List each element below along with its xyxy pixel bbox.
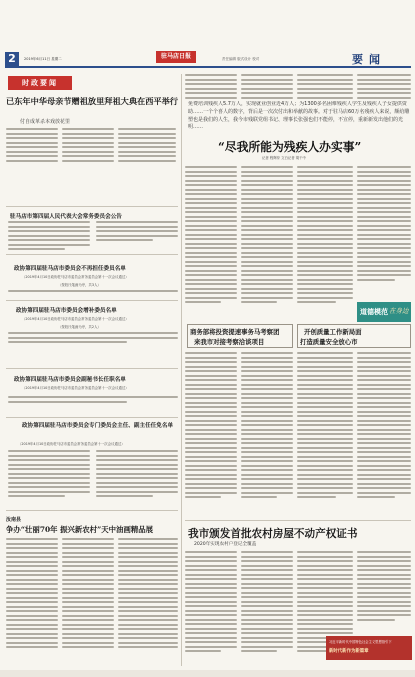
date-line: 2019年6月11日 星期二 bbox=[24, 57, 62, 61]
left-top-body-col3 bbox=[118, 128, 176, 164]
notice-sub: （2019年4月10日政协驻马店市委员会常务委员会第十一次会议通过） bbox=[22, 275, 129, 279]
divider bbox=[6, 417, 178, 418]
notice-body bbox=[8, 396, 178, 406]
notice-body bbox=[8, 332, 178, 354]
divider bbox=[185, 520, 411, 521]
notice-sub: （2019年4月10日政协驻马店市委员会常务委员会第十一次会议通过） bbox=[22, 386, 129, 390]
feature-intro-col2 bbox=[241, 74, 293, 100]
bottom-ad-line1: 习近平新时代中国特色社会主义思想指引下 bbox=[329, 640, 392, 644]
masthead-rule bbox=[5, 66, 411, 68]
page-bottom-edge bbox=[0, 670, 415, 677]
left-top-headline: 已东年中华母亲节赠祖放里拜祖大典在西平举行 bbox=[6, 96, 178, 106]
notice-title: 政协第四届驻马店市委员会不再担任委员名单 bbox=[14, 266, 126, 272]
feature-intro-col3 bbox=[297, 74, 353, 100]
feature-headline: “尽我所能为残疾人办实事” bbox=[218, 140, 362, 154]
notice-body bbox=[96, 221, 178, 251]
feature-body-col4 bbox=[357, 166, 411, 300]
quality-box-body-col1 bbox=[297, 352, 353, 516]
notice-sub2: （按姓氏笔画为序，共3人） bbox=[58, 283, 101, 287]
notice-sub2: （按姓氏笔画为序，共2人） bbox=[58, 325, 101, 329]
left-top-body-col2 bbox=[62, 128, 114, 164]
feature-lead: 免费培训残疾人5.7万人，实现就业创业近4万人；为1300多名困难残疾人学生及残疾人子女提供资助……一个个喜人的数字，背后是一次次付出和举献的故事。对于驻马店60万名残疾人来说，颇给雕塑也是我们的人生，我今市残联党组书记、理事长张强也们不能停，不宣停，重新新发出他们的光明…… bbox=[188, 101, 410, 131]
news-box-headline-2: 来我市对接考察洽谈项目 bbox=[194, 338, 265, 346]
quality-box-body-col2 bbox=[357, 352, 411, 516]
feature-body-col2 bbox=[241, 166, 293, 322]
column-banner: 时政要闻 bbox=[8, 76, 72, 90]
feature-body-col3 bbox=[297, 166, 353, 322]
notice-title: 政协第四届驻马店市委员会副秘书长任职名单 bbox=[14, 377, 126, 383]
bottom-main-body-col4 bbox=[357, 551, 411, 633]
left-top-subhead: 付自成革杀本戏放花里 bbox=[20, 119, 71, 125]
editor-info: 责任编辑 版式设计 校对 bbox=[222, 57, 260, 61]
bottom-main-body-col1 bbox=[185, 551, 237, 666]
divider bbox=[6, 254, 178, 255]
divider bbox=[6, 510, 178, 511]
notice-body bbox=[8, 221, 90, 251]
bottom-ad-line2: 新时代新作为新篇章 bbox=[329, 649, 369, 654]
bottom-main-headline: 我市颁发首批农村房屋不动产权证书 bbox=[188, 528, 358, 540]
bottom-left-body-col2 bbox=[62, 538, 114, 664]
feature-intro-col4 bbox=[357, 74, 411, 100]
bottom-left-body-col3 bbox=[118, 538, 178, 664]
divider bbox=[6, 368, 178, 369]
notice-title: 政协第四届驻马店市委员会专门委员会主任、副主任任免名单 bbox=[22, 423, 174, 429]
moral-model-logo bbox=[357, 302, 411, 322]
notice-body bbox=[8, 450, 90, 506]
divider bbox=[6, 206, 178, 207]
paper-logo: 驻马店日报 bbox=[156, 51, 196, 63]
column-divider bbox=[181, 74, 182, 666]
divider bbox=[6, 300, 178, 301]
news-box-headline-1: 商务部将投资提速事务马考察团 bbox=[190, 328, 280, 336]
feature-byline: 记者 程辉综 文白记者 胡干中 bbox=[262, 156, 306, 160]
section-title: 要闻 bbox=[352, 53, 386, 66]
news-box-body-col2 bbox=[241, 352, 293, 516]
bottom-left-body-col1 bbox=[6, 538, 58, 664]
bottom-main-subhead: 2020年实现农村户登记全覆盖 bbox=[194, 542, 257, 547]
bottom-main-body-col2 bbox=[241, 551, 293, 666]
feature-intro-col1 bbox=[185, 74, 237, 100]
notice-sub: （2019年4月10日政协驻马店市委员会常务委员会第十一次会议通过） bbox=[22, 317, 129, 321]
news-box-body-col1 bbox=[185, 352, 237, 516]
moral-model-script: 在身边 bbox=[389, 307, 409, 315]
quality-box-headline-2: 打造质量安全放心市 bbox=[300, 338, 358, 346]
page-number: 2 bbox=[5, 52, 19, 66]
notice-body bbox=[96, 450, 178, 506]
notice-sub: （2019年4月10日政协驻马店市委员会常务委员会第十一次会议通过） bbox=[18, 442, 125, 446]
bottom-left-kicker: 汝南县 bbox=[6, 517, 22, 523]
feature-body-col1 bbox=[185, 166, 237, 322]
left-top-body-col1 bbox=[6, 128, 58, 164]
bottom-left-headline: 争办“壮丽70年 振兴新农村”天中油画精品展 bbox=[6, 525, 154, 534]
notice-body bbox=[8, 290, 178, 296]
notice-title: 驻马店市第四届人民代表大会常务委员会公告 bbox=[10, 214, 122, 220]
notice-title: 政协第四届驻马店市委员会增补委员名单 bbox=[16, 308, 117, 314]
bottom-ad-banner bbox=[326, 636, 412, 660]
moral-model-title: 道德模范 bbox=[360, 308, 388, 316]
quality-box-headline-1: 开创质量工作新局面 bbox=[304, 328, 362, 336]
